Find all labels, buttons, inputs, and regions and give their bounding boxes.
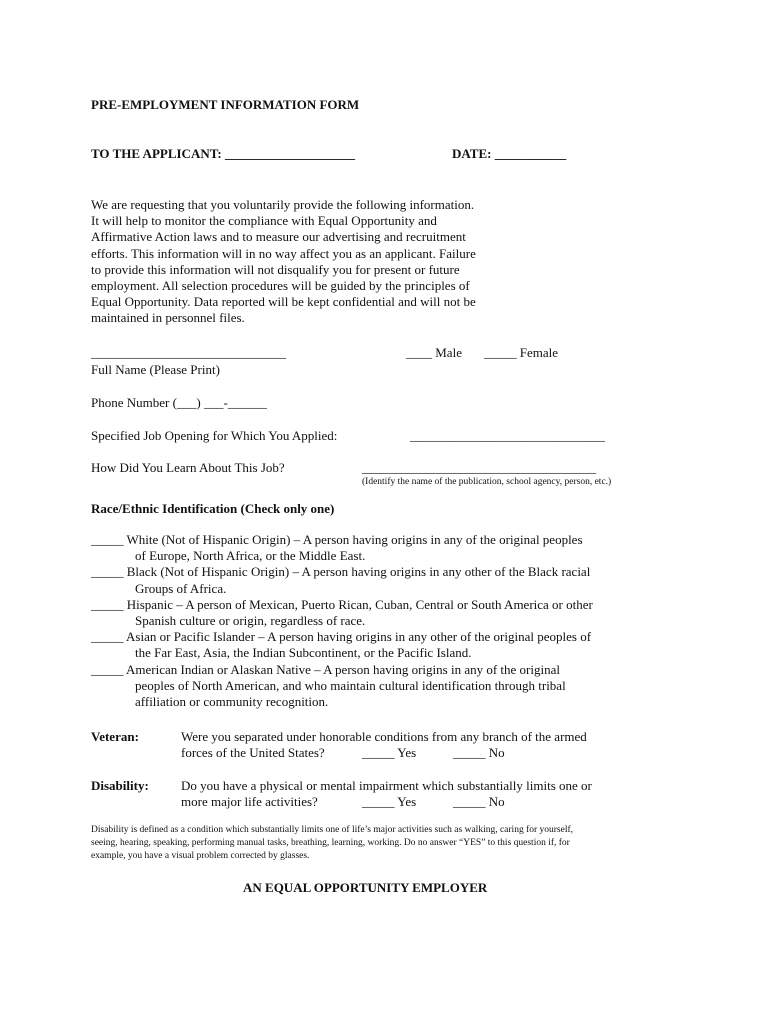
intro-line: to provide this information will not disqualify you for present or future: [91, 261, 460, 277]
race-option-text: of Europe, North Africa, or the Middle East.: [135, 548, 366, 564]
race-option-text: the Far East, Asia, the Indian Subcontinent, or the Pacific Island.: [135, 645, 472, 661]
race-option-text: _____ American Indian or Alaskan Native – A person having origins in any of the original: [91, 661, 560, 677]
intro-line: maintained in personnel files.: [91, 310, 245, 326]
disability-definition-line: seeing, hearing, speaking, performing manual tasks, breathing, learning, working. Do no answer “YES” to this question if, for: [91, 838, 570, 848]
race-option-hispanic[interactable]: [91, 597, 691, 629]
intro-line: Affirmative Action laws and to measure our advertising and recruitment: [91, 229, 466, 245]
learn-about-job-label: How Did You Learn About This Job?: [91, 460, 285, 475]
race-option-text: Groups of Africa.: [135, 580, 227, 596]
race-option-text: _____ White (Not of Hispanic Origin) – A person having origins in any of the original peoples: [91, 532, 583, 547]
disability-question: Do you have a physical or mental impairment which substantially limits one or: [181, 778, 592, 793]
veteran-no-checkbox[interactable]: _____ No: [453, 745, 505, 760]
phone-number-field[interactable]: Phone Number (___) ___-______: [91, 395, 267, 410]
disability-definition: [91, 824, 691, 863]
race-option-text: _____ Black (Not of Hispanic Origin) – A person having origins in any other of the Black racial: [91, 564, 591, 580]
intro-line: We are requesting that you voluntarily provide the following information.: [91, 197, 475, 212]
date-field[interactable]: DATE: ___________: [452, 146, 567, 161]
race-option-text: _____ Hispanic – A person of Mexican, Puerto Rican, Cuban, Central or South America or other: [91, 596, 593, 612]
veteran-question: Were you separated under honorable conditions from any branch of the armed: [181, 729, 587, 744]
full-name-field[interactable]: ______________________________: [91, 345, 286, 360]
applicant-field[interactable]: TO THE APPLICANT: ____________________: [91, 146, 355, 161]
learn-about-job-field[interactable]: ____________________________________: [362, 460, 596, 475]
male-checkbox[interactable]: ____ Male: [406, 345, 462, 360]
job-opening-field[interactable]: ______________________________: [410, 428, 605, 443]
form-title: PRE-EMPLOYMENT INFORMATION FORM: [91, 97, 360, 112]
job-opening-label: Specified Job Opening for Which You Applied:: [91, 428, 338, 443]
disability-label: Disability:: [91, 778, 149, 793]
disability-question-cont: more major life activities?: [181, 794, 318, 809]
veteran-label: Veteran:: [91, 729, 139, 744]
footer-equal-opportunity: AN EQUAL OPPORTUNITY EMPLOYER: [243, 880, 488, 895]
disability-yes-checkbox[interactable]: _____ Yes: [362, 794, 417, 809]
full-name-label: Full Name (Please Print): [91, 362, 220, 377]
disability-definition-line: example, you have a visual problem corrected by glasses.: [91, 851, 310, 861]
race-option-text: Spanish culture or origin, regardless of race.: [135, 613, 366, 629]
race-option-asian-pacific[interactable]: [91, 629, 691, 661]
intro-line: efforts. This information will in no way affect you as an applicant. Failure: [91, 245, 476, 261]
veteran-yes-checkbox[interactable]: _____ Yes: [362, 745, 417, 760]
female-checkbox[interactable]: _____ Female: [484, 345, 559, 360]
intro-paragraph: [91, 197, 561, 327]
race-option-text: affiliation or community recognition.: [135, 694, 329, 710]
race-option-white[interactable]: [91, 532, 691, 564]
intro-line: employment. All selection procedures will be guided by the principles of: [91, 278, 470, 294]
race-option-black[interactable]: [91, 564, 691, 596]
intro-line: It will help to monitor the compliance with Equal Opportunity and: [91, 213, 437, 229]
veteran-question-cont: forces of the United States?: [181, 745, 325, 760]
disability-no-checkbox[interactable]: _____ No: [453, 794, 505, 809]
race-options: [91, 532, 691, 710]
race-option-american-indian[interactable]: [91, 662, 691, 711]
race-heading: Race/Ethnic Identification (Check only one): [91, 501, 335, 516]
disability-definition-line: Disability is defined as a condition which substantially limits one of life’s major activities such as walking, caring for yourself,: [91, 825, 574, 835]
race-option-text: _____ Asian or Pacific Islander – A person having origins in any other of the original peoples of: [91, 629, 592, 645]
learn-about-job-hint: (Identify the name of the publication, school agency, person, etc.): [362, 477, 612, 487]
race-option-text: peoples of North American, and who maintain cultural identification through tribal: [135, 677, 566, 693]
intro-line: Equal Opportunity. Data reported will be kept confidential and will not be: [91, 294, 476, 310]
